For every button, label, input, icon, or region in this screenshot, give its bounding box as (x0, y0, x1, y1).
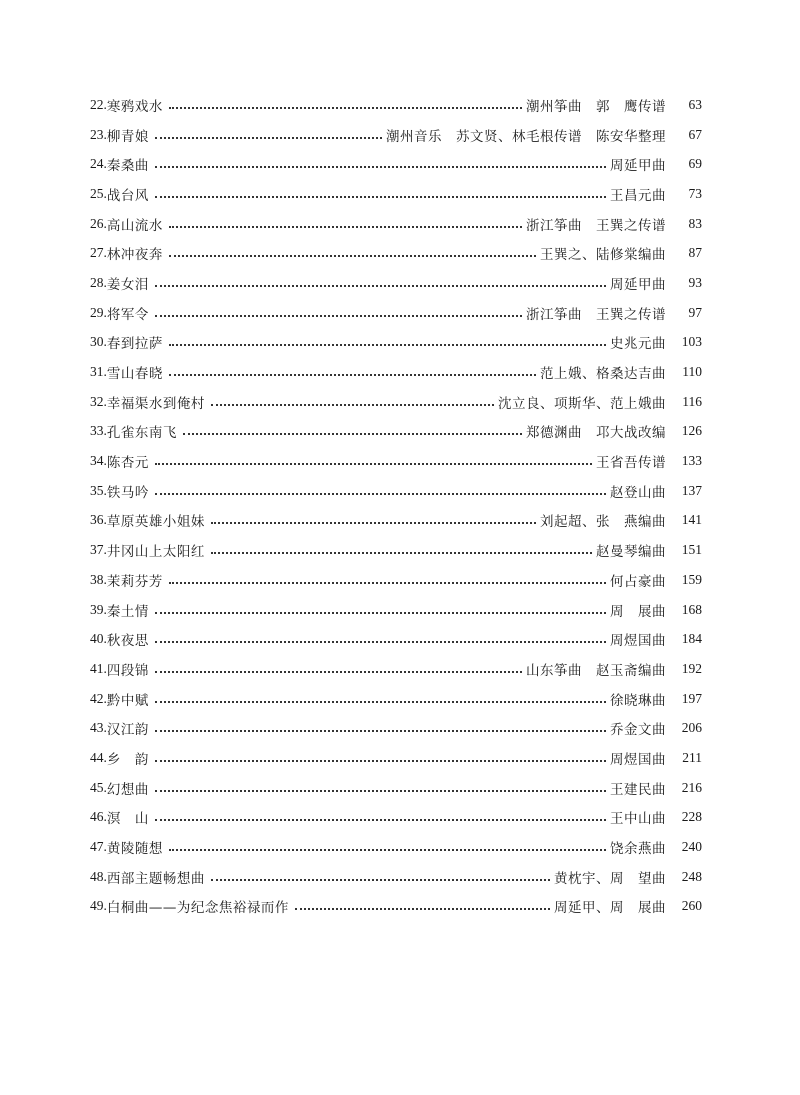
dot-leader (211, 403, 494, 406)
entry-page-number: 83 (688, 215, 702, 231)
toc-entry[interactable] (90, 268, 702, 298)
entry-page-number: 97 (688, 304, 702, 320)
dot-leader (169, 373, 536, 376)
entry-page-number: 206 (681, 720, 702, 736)
entry-title: 幸福渠水到俺村 (106, 395, 205, 412)
toc-entry[interactable] (90, 90, 702, 120)
dot-leader (155, 789, 606, 792)
toc-entry[interactable] (90, 743, 702, 773)
entry-page-number: 192 (681, 660, 702, 676)
entry-title: 姜女泪 (106, 276, 149, 293)
entry-number: 35. (90, 482, 107, 498)
entry-credit: 王省吾传谱 (596, 455, 666, 472)
dot-leader (155, 314, 522, 317)
entry-number: 28. (90, 274, 107, 290)
entry-page-number: 126 (681, 423, 702, 439)
entry-title: 孔雀东南飞 (106, 425, 177, 442)
entry-title: 汉江韵 (106, 722, 149, 739)
entry-page-number: 87 (688, 245, 702, 261)
entry-number: 24. (90, 156, 107, 172)
toc-entry[interactable] (90, 535, 702, 565)
entry-credit: 饶余燕曲 (610, 841, 666, 858)
entry-page-number: 260 (681, 898, 702, 914)
dot-leader (169, 225, 522, 228)
dot-leader (155, 284, 606, 287)
entry-number: 22. (90, 96, 107, 112)
entry-page-number: 110 (682, 364, 702, 380)
dot-leader (211, 878, 550, 881)
entry-title: 高山流水 (106, 217, 163, 234)
entry-title: 寒鸦戏水 (106, 98, 163, 115)
entry-number: 26. (90, 215, 107, 231)
dot-leader (169, 848, 606, 851)
entry-number: 43. (90, 720, 107, 736)
dot-leader (155, 136, 382, 139)
dot-leader (211, 521, 536, 524)
entry-page-number: 211 (682, 749, 702, 765)
entry-number: 30. (90, 334, 107, 350)
entry-credit: 周延甲、周 展曲 (554, 900, 666, 917)
entry-credit: 山东筝曲 赵玉斋编曲 (526, 662, 666, 679)
entry-credit: 浙江筝曲 王巽之传谱 (526, 217, 666, 234)
toc-entry[interactable] (90, 298, 702, 328)
entry-number: 49. (90, 898, 107, 914)
dot-leader (155, 165, 606, 168)
dot-leader (155, 462, 592, 465)
entry-title: 雪山春晓 (106, 366, 163, 383)
toc-entry[interactable] (90, 446, 702, 476)
table-of-contents (90, 90, 702, 921)
toc-entry[interactable] (90, 417, 702, 447)
dot-leader (183, 432, 522, 435)
entry-page-number: 216 (681, 779, 702, 795)
entry-page-number: 133 (681, 453, 702, 469)
toc-entry[interactable] (90, 209, 702, 239)
entry-number: 33. (90, 423, 107, 439)
entry-page-number: 137 (681, 482, 702, 498)
dot-leader (169, 254, 536, 257)
entry-page-number: 67 (688, 126, 702, 142)
toc-entry[interactable] (90, 832, 702, 862)
entry-title: 西部主题畅想曲 (106, 870, 205, 887)
toc-entry[interactable] (90, 328, 702, 358)
entry-number: 40. (90, 631, 107, 647)
entry-title: 秦土情 (106, 603, 149, 620)
toc-entry[interactable] (90, 624, 702, 654)
entry-number: 41. (90, 660, 107, 676)
entry-page-number: 151 (681, 542, 702, 558)
dot-leader (155, 640, 606, 643)
entry-credit: 刘起超、张 燕编曲 (540, 514, 666, 531)
dot-leader (155, 818, 606, 821)
entry-number: 47. (90, 839, 107, 855)
entry-number: 46. (90, 809, 107, 825)
entry-title: 草原英雄小姐妹 (106, 514, 205, 531)
entry-title: 幻想曲 (106, 781, 149, 798)
entry-title: 秦桑曲 (106, 158, 149, 175)
dot-leader (155, 492, 606, 495)
entry-number: 44. (90, 749, 107, 765)
entry-number: 48. (90, 868, 107, 884)
entry-credit: 乔金文曲 (610, 722, 666, 739)
toc-entry[interactable] (90, 684, 702, 714)
entry-title: 柳青娘 (106, 128, 149, 145)
entry-credit: 黄枕宇、周 望曲 (554, 870, 666, 887)
entry-title: 将军令 (106, 306, 149, 323)
toc-entry[interactable] (90, 120, 702, 150)
entry-number: 23. (90, 126, 107, 142)
toc-entry[interactable] (90, 803, 702, 833)
entry-number: 27. (90, 245, 107, 261)
entry-credit: 周煜国曲 (610, 633, 666, 650)
entry-credit: 何占豪曲 (610, 573, 666, 590)
entry-page-number: 184 (681, 631, 702, 647)
entry-title: 战台风 (106, 187, 149, 204)
entry-credit: 周延甲曲 (610, 276, 666, 293)
entry-number: 34. (90, 453, 107, 469)
entry-number: 38. (90, 571, 107, 587)
entry-number: 31. (90, 364, 107, 380)
entry-page-number: 93 (688, 274, 702, 290)
entry-title: 秋夜思 (106, 633, 149, 650)
entry-page-number: 248 (681, 868, 702, 884)
entry-number: 45. (90, 779, 107, 795)
entry-credit: 潮州音乐 苏文贤、林毛根传谱 陈安华整理 (386, 128, 666, 145)
entry-page-number: 197 (681, 690, 702, 706)
dot-leader (211, 551, 592, 554)
entry-credit: 周延甲曲 (610, 158, 666, 175)
dot-leader (155, 729, 606, 732)
entry-page-number: 168 (681, 601, 702, 617)
entry-credit: 徐晓琳曲 (610, 692, 666, 709)
entry-credit: 赵登山曲 (610, 484, 666, 501)
toc-entry[interactable] (90, 357, 702, 387)
entry-credit: 范上娥、格桑达吉曲 (540, 366, 666, 383)
entry-credit: 周 展曲 (610, 603, 666, 620)
toc-entry[interactable] (90, 713, 702, 743)
dot-leader (169, 581, 606, 584)
entry-number: 36. (90, 512, 107, 528)
entry-credit: 王中山曲 (610, 811, 666, 828)
entry-credit: 史兆元曲 (610, 336, 666, 353)
entry-number: 25. (90, 185, 107, 201)
toc-entry[interactable] (90, 565, 702, 595)
entry-number: 32. (90, 393, 107, 409)
toc-entry[interactable] (90, 862, 702, 892)
entry-page-number: 63 (688, 96, 702, 112)
entry-page-number: 73 (688, 185, 702, 201)
entry-number: 42. (90, 690, 107, 706)
entry-page-number: 116 (682, 393, 702, 409)
dot-leader (295, 907, 550, 910)
entry-page-number: 159 (681, 571, 702, 587)
toc-entry[interactable] (90, 387, 702, 417)
entry-page-number: 141 (681, 512, 702, 528)
toc-entry[interactable] (90, 595, 702, 625)
toc-entry[interactable] (90, 892, 702, 922)
entry-title: 黄陵随想 (106, 841, 163, 858)
entry-number: 29. (90, 304, 107, 320)
entry-title: 溟 山 (106, 811, 149, 828)
entry-title: 陈杏元 (106, 455, 149, 472)
toc-entry[interactable] (90, 654, 702, 684)
toc-entry[interactable] (90, 476, 702, 506)
entry-title: 四段锦 (106, 662, 149, 679)
dot-leader (169, 106, 522, 109)
toc-entry[interactable] (90, 773, 702, 803)
entry-credit: 郑德渊曲 邛大战改编 (526, 425, 666, 442)
entry-page-number: 103 (681, 334, 702, 350)
entry-credit: 王昌元曲 (610, 187, 666, 204)
entry-title: 林冲夜奔 (106, 247, 163, 264)
dot-leader (169, 343, 606, 346)
toc-entry[interactable] (90, 506, 702, 536)
toc-entry[interactable] (90, 238, 702, 268)
dot-leader (155, 195, 606, 198)
entry-credit: 沈立良、项斯华、范上娥曲 (498, 395, 666, 412)
dot-leader (155, 611, 606, 614)
dot-leader (155, 670, 522, 673)
entry-page-number: 240 (681, 839, 702, 855)
entry-credit: 王巽之、陆修棠编曲 (540, 247, 666, 264)
entry-title: 春到拉萨 (106, 336, 163, 353)
entry-number: 39. (90, 601, 107, 617)
entry-credit: 浙江筝曲 王巽之传谱 (526, 306, 666, 323)
entry-number: 37. (90, 542, 107, 558)
entry-title: 白桐曲——为纪念焦裕禄而作 (106, 900, 289, 917)
dot-leader (155, 759, 606, 762)
entry-credit: 周煜国曲 (610, 751, 666, 768)
entry-title: 井冈山上太阳红 (106, 544, 205, 561)
entry-credit: 赵曼琴编曲 (596, 544, 666, 561)
dot-leader (155, 700, 606, 703)
entry-title: 茉莉芬芳 (106, 573, 163, 590)
entry-credit: 潮州筝曲 郭 鹰传谱 (526, 98, 666, 115)
entry-page-number: 69 (688, 156, 702, 172)
entry-page-number: 228 (681, 809, 702, 825)
toc-entry[interactable] (90, 179, 702, 209)
entry-title: 铁马吟 (106, 484, 149, 501)
toc-entry[interactable] (90, 149, 702, 179)
entry-credit: 王建民曲 (610, 781, 666, 798)
entry-title: 黔中赋 (106, 692, 149, 709)
entry-title: 乡 韵 (106, 751, 149, 768)
